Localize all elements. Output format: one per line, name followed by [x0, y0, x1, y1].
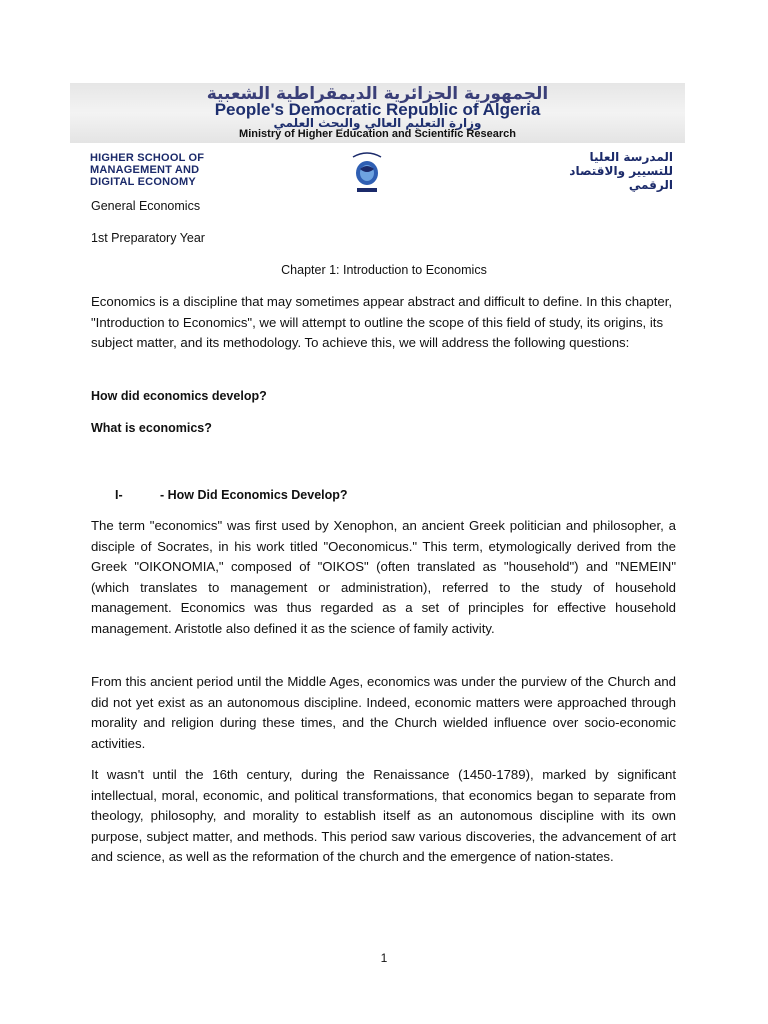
school-name-line: MANAGEMENT AND	[90, 164, 200, 176]
body-paragraph: From this ancient period until the Middle Ages, economics was under the purview of the Church and did not yet exist as an autonomous discipline. Indeed, economic matters were approached through morality and religion during these times, and the Church wielded influence over socio-economic activities.	[91, 674, 676, 751]
banner-arabic-title: الجمهورية الجزائرية الديمقراطية الشعبية	[206, 84, 549, 104]
section-title: - How Did Economics Develop?	[160, 488, 348, 502]
school-name-line: للتسيير والاقتصاد	[569, 164, 673, 178]
banner-english-title: People's Democratic Republic of Algeria	[214, 100, 541, 119]
school-name-english	[90, 152, 204, 188]
course-name: General Economics	[91, 199, 201, 213]
school-name-line: HIGHER SCHOOL OF	[90, 152, 205, 164]
school-emblem-icon	[347, 149, 387, 195]
question-item: What is economics?	[91, 421, 212, 435]
chapter-title: Chapter 1: Introduction to Economics	[281, 263, 487, 277]
intro-paragraph: Economics is a discipline that may sometimes appear abstract and difficult to define. In this chapter, "Introduction to Economics", we will attempt to outline the scope of this field of study, its origins, its subject matter, and its methodology. To achieve this, we will address the following questions:	[91, 294, 673, 350]
school-name-arabic	[569, 150, 673, 192]
body-paragraph: It wasn't until the 16th century, during the Renaissance (1450-1789), marked by significant intellectual, moral, economic, and political transformations, that economics began to separate from theology, philosophy, and morality to establish itself as an autonomous discipline with its own purpose, subject matter, and methods. This period saw various discoveries, the advancement of art and science, as well as the reformation of the church and the emergence of nation-states.	[91, 767, 676, 864]
ministry-arabic: وزارة التعليم العالي والبحث العلمي	[273, 116, 482, 130]
body-paragraph: The term "economics" was first used by Xenophon, an ancient Greek politician and philosopher, a disciple of Socrates, in his work titled "Oeconomicus." This term, etymologically derived from the Greek "OIKONOMIA," composed of "OIKOS" (often translated as "household") and "NEMEIN" (which translates to management or administration), referred to the study of household management. Economics was thus regarded as a set of principles for effective household management. Aristotle also defined it as the science of family activity.	[91, 518, 676, 636]
page-number: 1	[380, 951, 388, 965]
header-banner	[70, 83, 685, 143]
school-name-line: المدرسة العليا	[589, 150, 673, 164]
section-number: I-	[115, 488, 123, 502]
ministry-english: Ministry of Higher Education and Scientific Research	[239, 128, 516, 140]
school-name-line: DIGITAL ECONOMY	[90, 176, 196, 188]
course-year: 1st Preparatory Year	[91, 231, 205, 245]
question-item: How did economics develop?	[91, 389, 267, 403]
school-name-line: الرقمي	[628, 178, 673, 192]
